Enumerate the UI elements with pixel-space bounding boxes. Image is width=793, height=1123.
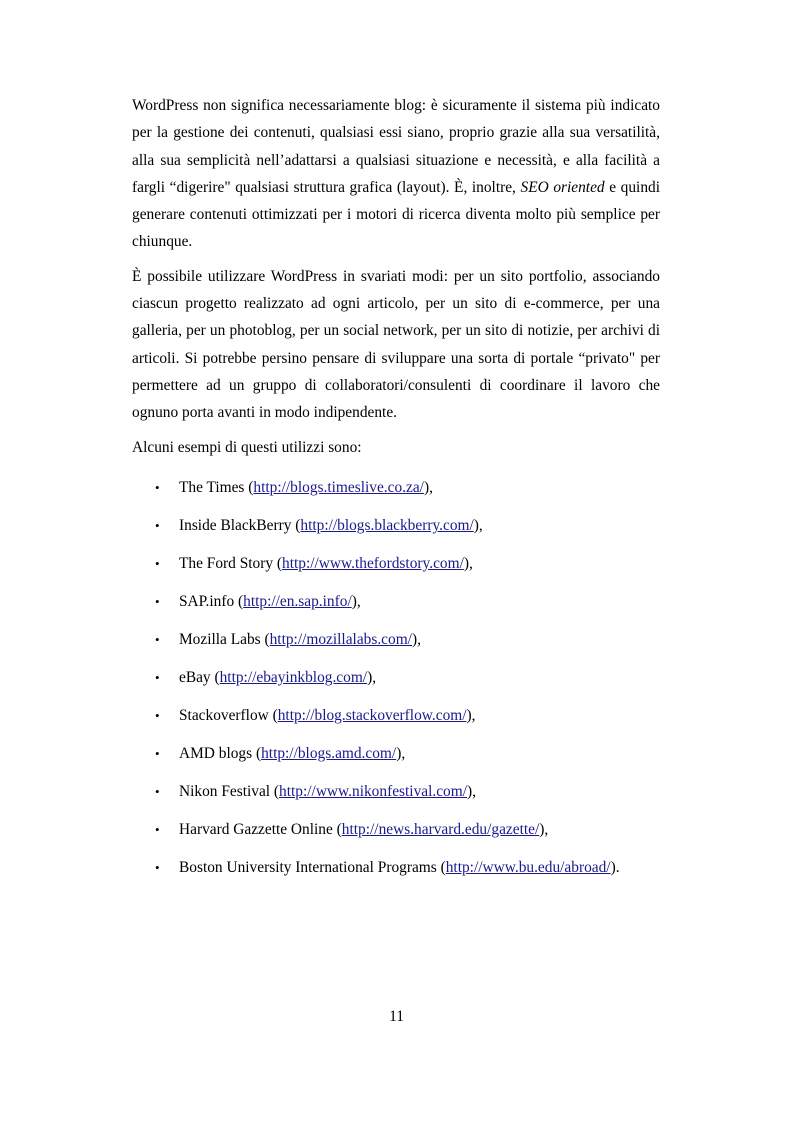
seo-oriented-term: SEO oriented: [520, 178, 605, 196]
bullet-icon: •: [155, 594, 160, 609]
example-suffix: ),: [473, 517, 483, 534]
bullet-icon: •: [155, 480, 160, 495]
list-item-stackoverflow: [132, 704, 672, 742]
body-text: [132, 92, 660, 468]
example-suffix: ),: [423, 479, 433, 496]
example-link[interactable]: http://blog.stackoverflow.com/: [277, 707, 467, 724]
example-suffix: ),: [396, 745, 406, 762]
example-link[interactable]: http://blogs.amd.com/: [261, 745, 397, 762]
example-name: Stackoverflow (: [179, 707, 278, 724]
list-item-harvard-gazzette: [132, 818, 672, 856]
example-link[interactable]: http://ebayinkblog.com/: [219, 669, 368, 686]
bullet-icon: •: [155, 784, 160, 799]
example-name: Nikon Festival (: [179, 783, 280, 800]
example-link[interactable]: http://blogs.timeslive.co.za/: [253, 479, 424, 496]
example-name: The Times (: [179, 479, 254, 496]
bullet-icon: •: [155, 860, 160, 875]
example-suffix: ),: [539, 821, 549, 838]
intro-text: WordPress non significa necessariamente blog: è sicuramente il sistema più indicato per la gestione dei contenuti, qualsiasi essi siano, proprio grazie alla sua versatilità, alla sua semplicità nell’adattarsi a qualsiasi situazione e necessità, e alla facilità a fargli “digerire" qualsiasi struttura grafica (layout). È, inoltre,: [132, 97, 660, 196]
example-link[interactable]: http://blogs.blackberry.com/: [300, 517, 474, 534]
example-suffix: ),: [411, 631, 421, 648]
list-item-mozilla-labs: [132, 628, 672, 666]
list-item-ebay: [132, 666, 672, 704]
example-suffix: ),: [463, 555, 473, 572]
example-suffix: ).: [610, 859, 620, 876]
example-name: Boston University International Programs (: [179, 859, 446, 876]
bullet-icon: •: [155, 556, 160, 571]
list-item-sap-info: [132, 590, 672, 628]
example-link[interactable]: http://www.bu.edu/abroad/: [445, 859, 611, 876]
examples-list: [132, 476, 672, 894]
page-number: 11: [389, 1008, 404, 1025]
example-link[interactable]: http://mozillalabs.com/: [269, 631, 412, 648]
list-item-inside-blackberry: [132, 514, 672, 552]
bullet-icon: •: [155, 518, 160, 533]
example-suffix: ),: [467, 783, 476, 800]
example-name: AMD blogs (: [179, 745, 262, 762]
example-link[interactable]: http://news.harvard.edu/gazette/: [341, 821, 540, 838]
bullet-icon: •: [155, 708, 160, 723]
bullet-icon: •: [155, 822, 160, 837]
example-suffix: ),: [351, 593, 361, 610]
bullet-icon: •: [155, 632, 160, 647]
example-link[interactable]: http://en.sap.info/: [243, 593, 352, 610]
paragraph-usage-modes: È possibile utilizzare WordPress in svariati modi: per un sito portfolio, associando ciascun progetto realizzato ad ogni articolo, per un sito di e-commerce, per una galleria, per un photoblog, per un social network, per un sito di notizie, per archivi di articoli. Si potrebbe persino pensare di sviluppare una sorta di portale “privato" per permettere ad un gruppo di collaboratori/consulenti di coordinare il lavoro che ognuno porta avanti in modo indipendente.: [132, 267, 660, 422]
list-item-the-times: [132, 476, 672, 514]
bullet-icon: •: [155, 670, 160, 685]
list-item-boston-university: [132, 856, 672, 894]
list-item-nikon-festival: [132, 780, 672, 818]
example-suffix: ),: [367, 669, 377, 686]
example-name: The Ford Story (: [179, 555, 283, 572]
example-name: Inside BlackBerry (: [179, 517, 301, 534]
paragraph-examples-intro: Alcuni esempi di questi utilizzi sono:: [132, 438, 362, 456]
example-name: eBay (: [179, 669, 220, 686]
intro-text-continued: e quindi generare contenuti ottimizzati per i motori di ricerca diventa molto più semplice per chiunque.: [132, 178, 660, 251]
example-name: Harvard Gazzette Online (: [179, 821, 342, 838]
example-link[interactable]: http://www.thefordstory.com/: [282, 555, 464, 572]
list-item-amd-blogs: [132, 742, 672, 780]
bullet-icon: •: [155, 746, 160, 761]
example-name: SAP.info (: [179, 593, 244, 610]
example-link[interactable]: http://www.nikonfestival.com/: [279, 783, 467, 800]
paragraph-wordpress-intro: [132, 92, 660, 256]
example-name: Mozilla Labs (: [179, 631, 270, 648]
list-item-ford-story: [132, 552, 672, 590]
example-suffix: ),: [466, 707, 476, 724]
